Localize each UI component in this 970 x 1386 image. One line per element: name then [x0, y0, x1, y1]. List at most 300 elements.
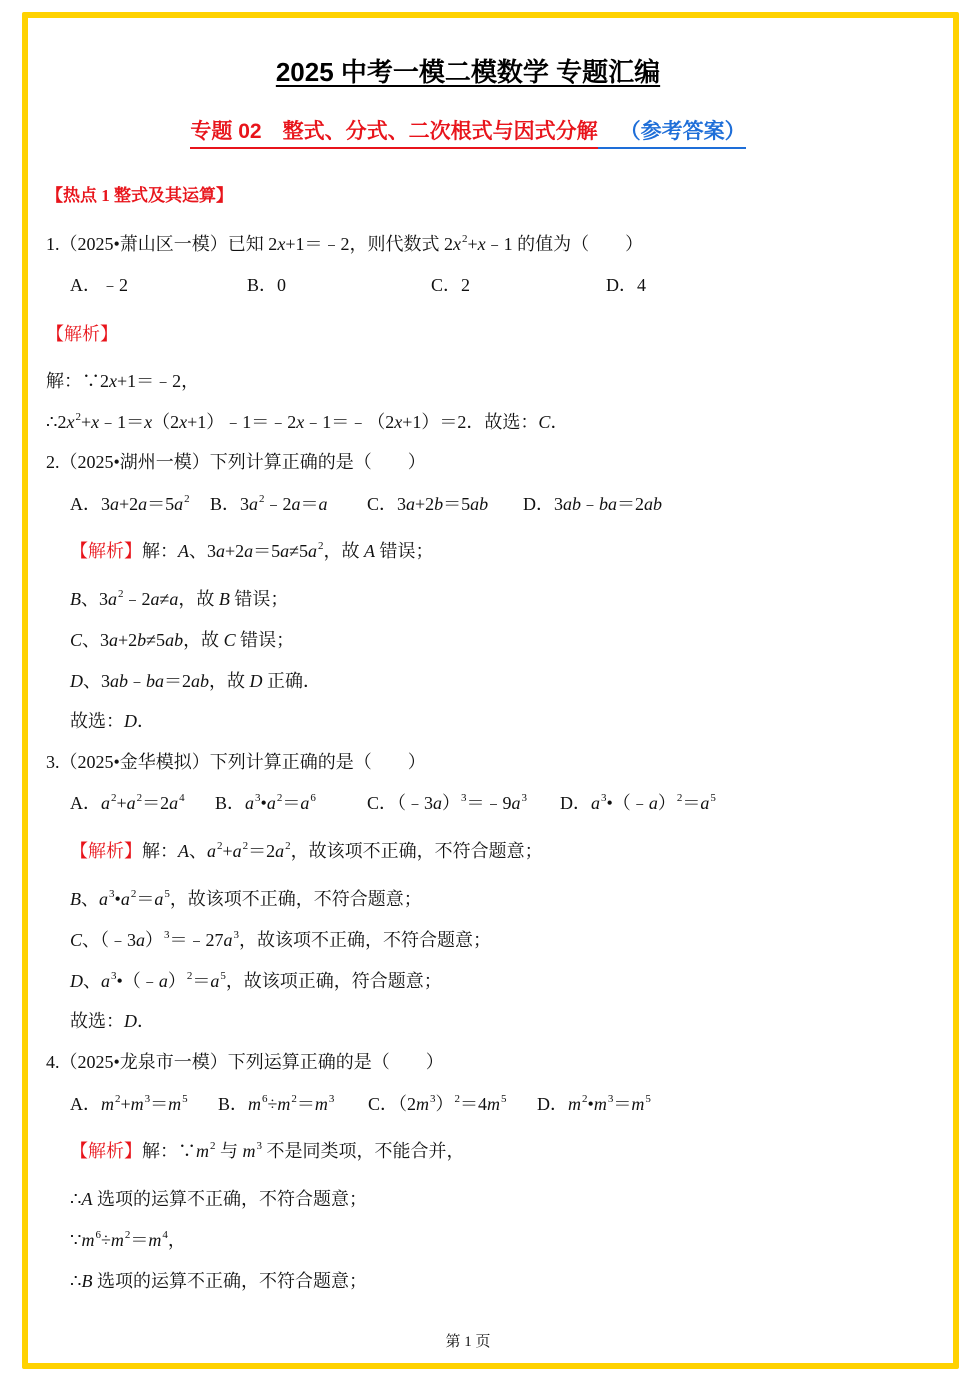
text-run: ＝	[613, 1094, 632, 1114]
math-variable: ab	[644, 494, 662, 514]
text-run: •	[260, 793, 267, 813]
q3-option-a	[70, 790, 185, 816]
q1-option-b	[247, 272, 286, 298]
text-run: 与	[215, 1141, 243, 1161]
math-variable: m	[593, 1094, 607, 1114]
q4-option-a	[70, 1091, 188, 1117]
math-variable: x	[66, 412, 75, 432]
math-variable: m	[314, 1094, 328, 1114]
math-variable: D	[249, 671, 263, 691]
analysis-label: 【解析】	[70, 541, 142, 561]
answer-tag: （参考答案）	[598, 117, 746, 149]
exponent: 6	[95, 1229, 101, 1241]
q4-option-c	[368, 1091, 507, 1117]
text-run: ，故该项不正确，不符合题意；	[239, 930, 492, 950]
text-run: ＝	[130, 1230, 149, 1250]
math-variable: b	[434, 494, 444, 514]
exponent: 3	[233, 929, 240, 941]
math-variable: x	[452, 234, 461, 254]
text-run: 、3	[189, 541, 216, 561]
math-variable: m	[196, 1141, 209, 1161]
exponent: 2	[111, 792, 117, 804]
page-title	[0, 52, 936, 92]
text-run: 错误；	[235, 630, 295, 650]
text-run: ≠5	[289, 541, 309, 561]
q2-solution-line	[70, 627, 294, 653]
text-run: ＝5	[443, 494, 471, 514]
text-run: 4.（2025•龙泉市一模）下列运算正确的是（ ）	[46, 1052, 444, 1072]
q4-options	[0, 1091, 970, 1117]
text-run: •（﹣	[606, 793, 649, 813]
text-run: B．	[215, 793, 246, 813]
math-variable: a	[158, 971, 168, 991]
text-run: ﹣2	[264, 494, 292, 514]
text-run: ﹣1＝﹣（2	[304, 412, 395, 432]
math-variable: a	[291, 494, 301, 514]
math-variable: a	[308, 541, 318, 561]
q4-solution-line	[70, 1138, 465, 1164]
math-variable: a	[169, 589, 179, 609]
q3-stem	[46, 749, 426, 775]
math-variable: ab	[165, 630, 184, 650]
q3-solution-line	[70, 1008, 155, 1034]
math-variable: x	[179, 412, 188, 432]
math-variable: m	[248, 1094, 262, 1114]
exponent: 3	[109, 888, 115, 900]
math-variable: A	[364, 541, 376, 561]
q4-stem	[46, 1049, 444, 1075]
q2-option-d	[523, 491, 662, 517]
math-variable: a	[300, 793, 310, 813]
math-variable: D	[70, 971, 83, 991]
math-variable: m	[130, 1094, 144, 1114]
text-run: ，故	[323, 541, 365, 561]
text-run: 、3	[82, 630, 110, 650]
exponent: 3	[164, 929, 170, 941]
exponent: 3	[255, 792, 261, 804]
q2-stem	[46, 449, 426, 475]
text-run: •	[114, 889, 121, 909]
q3-option-d	[560, 790, 716, 816]
text-run: 解：∵	[142, 1141, 196, 1161]
exponent: 5	[220, 970, 226, 982]
q2-option-a	[70, 491, 190, 517]
text-run: ÷	[267, 1094, 278, 1114]
text-run: A．3	[70, 494, 110, 514]
text-run: +	[80, 412, 92, 432]
text-run: ＝2	[164, 671, 191, 691]
q1-stem	[46, 231, 643, 257]
text-run: ∵	[70, 1230, 82, 1250]
text-run: ，故该项不正确，不符合题意；	[290, 841, 543, 861]
section-label: 【热点 1 整式及其运算】	[46, 186, 233, 205]
math-variable: m	[148, 1230, 162, 1250]
math-variable: a	[700, 793, 710, 813]
text-run: C．2	[431, 275, 471, 295]
analysis-label: 【解析】	[70, 841, 142, 861]
text-run: ＝2	[142, 793, 170, 813]
math-variable: a	[101, 793, 110, 813]
text-run: B．0	[247, 275, 287, 295]
math-variable: ba	[146, 671, 164, 691]
text-run: ，故	[209, 671, 250, 691]
math-variable: x	[277, 234, 286, 254]
text-run: +2	[119, 494, 139, 514]
text-run: ＝5	[147, 494, 175, 514]
text-run: ＝	[150, 1094, 169, 1114]
exponent: 2	[291, 1093, 297, 1105]
q1-option-a	[70, 272, 128, 298]
text-run: ﹣1＝	[99, 412, 145, 432]
text-run: 故选：	[70, 1011, 124, 1031]
text-run: ∴	[70, 1189, 82, 1209]
math-variable: m	[568, 1094, 581, 1114]
math-variable: m	[487, 1094, 501, 1114]
math-variable: a	[210, 971, 220, 991]
text-run: +1＝﹣2，	[117, 371, 200, 391]
exponent: 3	[521, 792, 528, 804]
text-run: +1）＝2．故选：	[402, 412, 539, 432]
math-variable: m	[110, 1230, 124, 1250]
text-run: ，故该项正确，符合题意；	[225, 971, 442, 991]
exponent: 2	[118, 588, 124, 600]
text-run: ，	[167, 1230, 186, 1250]
math-variable: D	[124, 711, 137, 731]
q2-options	[0, 491, 970, 517]
q4-solution-line	[70, 1186, 367, 1212]
text-run: ＝﹣9	[466, 793, 512, 813]
text-run: D．	[560, 793, 591, 813]
math-variable: a	[110, 494, 119, 514]
text-run: ﹣2	[123, 589, 151, 609]
math-variable: x	[477, 234, 486, 254]
math-variable: a	[648, 793, 658, 813]
exponent: 3	[607, 1093, 614, 1105]
math-variable: ab	[110, 671, 128, 691]
exponent: 6	[262, 1093, 268, 1105]
text-run: 、	[81, 889, 99, 909]
text-run: 选项的运算不正确，不符合题意；	[92, 1271, 367, 1291]
text-run: A．	[70, 1094, 101, 1114]
q2-solution-line	[70, 668, 321, 694]
exponent: 2	[454, 1093, 461, 1105]
math-variable: x	[296, 412, 305, 432]
text-run: +	[222, 841, 233, 861]
q2-solution-line	[70, 538, 434, 564]
q2-solution-line	[70, 586, 288, 612]
math-variable: ab	[470, 494, 489, 514]
q3-solution-line	[70, 886, 422, 912]
exponent: 3	[111, 970, 117, 982]
text-run: 、	[83, 971, 101, 991]
math-variable: a	[207, 841, 216, 861]
text-run: ＝4	[460, 1094, 488, 1114]
q3-option-b	[215, 790, 316, 816]
q3-option-c	[367, 790, 527, 816]
exponent: 2	[285, 840, 291, 852]
text-run: +	[120, 1094, 131, 1114]
exponent: 2	[115, 1093, 121, 1105]
exponent: 2	[582, 1093, 588, 1105]
text-run: •（﹣	[116, 971, 159, 991]
text-run: 、（﹣3	[82, 930, 137, 950]
text-run: ≠5	[146, 630, 166, 650]
exponent: 5	[501, 1093, 507, 1105]
text-run: ＝5	[253, 541, 281, 561]
text-run: ∴2	[46, 412, 67, 432]
q1-solution-line	[46, 409, 568, 435]
text-run: +1＝﹣2，则代数式 2	[285, 234, 453, 254]
exponent: 2	[461, 233, 468, 245]
text-run: C．（﹣3	[367, 793, 434, 813]
math-variable: x	[91, 412, 100, 432]
math-variable: a	[101, 971, 110, 991]
page-title-text: 2025 中考一模二模数学 专题汇编	[275, 57, 661, 87]
text-run: C．3	[367, 494, 407, 514]
math-variable: C	[538, 412, 551, 432]
text-run: ＝2	[617, 494, 644, 514]
text-run: ）	[435, 1094, 454, 1114]
text-run: ﹣	[581, 494, 599, 514]
text-run: ＝	[682, 793, 701, 813]
exponent: 2	[242, 840, 249, 852]
text-run: 、3	[81, 589, 108, 609]
math-variable: A	[178, 541, 189, 561]
math-variable: a	[109, 630, 119, 650]
text-run: ＝	[136, 889, 155, 909]
math-variable: a	[138, 494, 148, 514]
text-run: （2	[152, 412, 180, 432]
math-variable: B	[70, 889, 81, 909]
q1-options	[0, 272, 970, 298]
q4-option-d	[537, 1091, 651, 1117]
exponent: 2	[184, 493, 190, 505]
analysis-label: 【解析】	[46, 324, 118, 344]
exponent: 5	[164, 888, 170, 900]
math-variable: m	[631, 1094, 645, 1114]
text-run: 、3	[83, 671, 110, 691]
math-variable: B	[218, 589, 230, 609]
text-run: 、	[189, 841, 207, 861]
text-run: 错误；	[229, 589, 289, 609]
math-variable: a	[245, 793, 255, 813]
math-variable: m	[242, 1141, 256, 1161]
analysis-label: 【解析】	[70, 1141, 142, 1161]
text-run: +2	[118, 630, 138, 650]
q4-option-b	[218, 1091, 334, 1117]
text-run: B．3	[210, 494, 250, 514]
text-run: ＝	[296, 1094, 315, 1114]
math-variable: a	[280, 541, 290, 561]
exponent: 3	[256, 1140, 262, 1152]
text-run: 2.（2025•湖州一模）下列计算正确的是（ ）	[46, 452, 426, 472]
exponent: 3	[144, 1093, 151, 1105]
math-variable: a	[266, 793, 276, 813]
math-variable: a	[216, 541, 225, 561]
text-run: ＝	[192, 971, 211, 991]
math-variable: a	[99, 889, 108, 909]
math-variable: a	[406, 494, 416, 514]
math-variable: a	[126, 793, 136, 813]
math-variable: m	[168, 1094, 182, 1114]
math-variable: A	[81, 1189, 93, 1209]
exponent: 2	[276, 792, 283, 804]
text-run: •	[587, 1094, 594, 1114]
math-variable: a	[275, 841, 285, 861]
text-run: A．﹣2	[70, 275, 128, 295]
exponent: 3	[461, 792, 467, 804]
exponent: 2	[186, 970, 193, 982]
math-variable: D	[124, 1011, 137, 1031]
text-run: +	[467, 234, 478, 254]
math-variable: b	[137, 630, 147, 650]
math-variable: a	[591, 793, 600, 813]
math-variable: a	[174, 494, 184, 514]
text-run: ＝2	[248, 841, 276, 861]
exponent: 5	[710, 792, 716, 804]
text-run: ∴	[70, 1271, 82, 1291]
math-variable: a	[318, 494, 328, 514]
text-run: +2	[415, 494, 435, 514]
text-run: ＝	[282, 793, 301, 813]
math-variable: C	[70, 930, 83, 950]
subtitle	[0, 117, 936, 149]
math-variable: m	[416, 1094, 430, 1114]
exponent: 5	[645, 1093, 651, 1105]
text-run: ，故	[183, 630, 224, 650]
text-run: +1）﹣1＝﹣2	[187, 412, 297, 432]
q2-option-b	[210, 491, 328, 517]
q1-solution-line	[46, 321, 118, 347]
exponent: 5	[182, 1093, 188, 1105]
math-variable: a	[150, 589, 160, 609]
math-variable: A	[178, 841, 189, 861]
text-run: ．	[137, 711, 155, 731]
exponent: 2	[676, 792, 683, 804]
exponent: 2	[210, 1140, 216, 1152]
text-run: B．	[218, 1094, 249, 1114]
math-variable: B	[70, 589, 81, 609]
page-number: 第 1 页	[445, 1334, 491, 1350]
text-run: 正确．	[262, 671, 321, 691]
text-run: D．4	[606, 275, 646, 295]
q3-solution-line	[70, 968, 442, 994]
exponent: 2	[124, 1229, 131, 1241]
text-run: 解：	[142, 841, 178, 861]
q3-options	[0, 790, 970, 816]
math-variable: a	[232, 841, 242, 861]
text-run: ≠	[159, 589, 170, 609]
text-run: ，故	[178, 589, 219, 609]
text-run: 选项的运算不正确，不符合题意；	[92, 1189, 367, 1209]
text-run: +	[116, 793, 127, 813]
text-run: A．	[70, 793, 101, 813]
q1-option-c	[431, 272, 470, 298]
math-variable: x	[394, 412, 403, 432]
text-run: ÷	[100, 1230, 111, 1250]
text-run: 3.（2025•金华模拟）下列计算正确的是（ ）	[46, 752, 426, 772]
q3-solution-line	[70, 838, 543, 864]
exponent: 2	[136, 792, 143, 804]
text-run: ＝﹣27	[169, 930, 224, 950]
q1-solution-line	[46, 368, 199, 394]
exponent: 3	[430, 1093, 436, 1105]
math-variable: D	[70, 671, 83, 691]
math-variable: m	[81, 1230, 95, 1250]
q4-solution-line	[70, 1227, 186, 1253]
exponent: 2	[318, 540, 324, 552]
text-run: ﹣1 的值为（ ）	[485, 234, 644, 254]
q3-solution-line	[70, 927, 491, 953]
exponent: 2	[130, 888, 137, 900]
text-run: ）	[657, 793, 676, 813]
text-run: 解：∵2	[46, 371, 109, 391]
text-run: 不是同类项，不能合并，	[262, 1141, 465, 1161]
text-run: ）	[145, 930, 164, 950]
exponent: 4	[162, 1229, 168, 1241]
exponent: 3	[601, 792, 607, 804]
math-variable: C	[70, 630, 83, 650]
text-run: C．（2	[368, 1094, 417, 1114]
exponent: 2	[217, 840, 223, 852]
text-run: 解：	[142, 541, 178, 561]
math-variable: m	[277, 1094, 291, 1114]
text-run: 1.（2025•萧山区一模）已知 2	[46, 234, 278, 254]
q2-solution-line	[70, 708, 155, 734]
math-variable: x	[144, 412, 153, 432]
math-variable: x	[109, 371, 117, 391]
math-variable: C	[223, 630, 236, 650]
exponent: 4	[179, 792, 185, 804]
text-run: 故选：	[70, 711, 124, 731]
text-run: ﹣	[128, 671, 146, 691]
math-variable: a	[154, 889, 164, 909]
math-variable: a	[108, 589, 117, 609]
exponent: 6	[310, 792, 316, 804]
math-variable: a	[511, 793, 521, 813]
math-variable: a	[136, 930, 146, 950]
math-variable: ab	[563, 494, 581, 514]
math-variable: a	[433, 793, 443, 813]
text-run: ）	[442, 793, 461, 813]
math-variable: a	[249, 494, 259, 514]
text-run: ，故该项不正确，不符合题意；	[169, 889, 422, 909]
text-run: 错误；	[375, 541, 434, 561]
text-run: ＝	[300, 494, 319, 514]
text-run: D．	[537, 1094, 568, 1114]
q4-solution-line	[70, 1268, 367, 1294]
subtitle-topic: 专题 02 整式、分式、二次根式与因式分解	[190, 117, 597, 149]
math-variable: ba	[599, 494, 617, 514]
text-run: D．3	[523, 494, 563, 514]
math-variable: a	[169, 793, 179, 813]
exponent: 2	[75, 411, 81, 423]
math-variable: B	[81, 1271, 93, 1291]
text-run: ）	[167, 971, 186, 991]
math-variable: ab	[191, 671, 209, 691]
exponent: 2	[259, 493, 265, 505]
text-run: ．	[550, 412, 569, 432]
q1-option-d	[606, 272, 646, 298]
text-run: ．	[137, 1011, 155, 1031]
math-variable: a	[223, 930, 233, 950]
exponent: 3	[328, 1093, 335, 1105]
q2-option-c	[367, 491, 488, 517]
math-variable: a	[244, 541, 254, 561]
math-variable: a	[120, 889, 130, 909]
math-variable: m	[101, 1094, 114, 1114]
text-run: +2	[225, 541, 245, 561]
